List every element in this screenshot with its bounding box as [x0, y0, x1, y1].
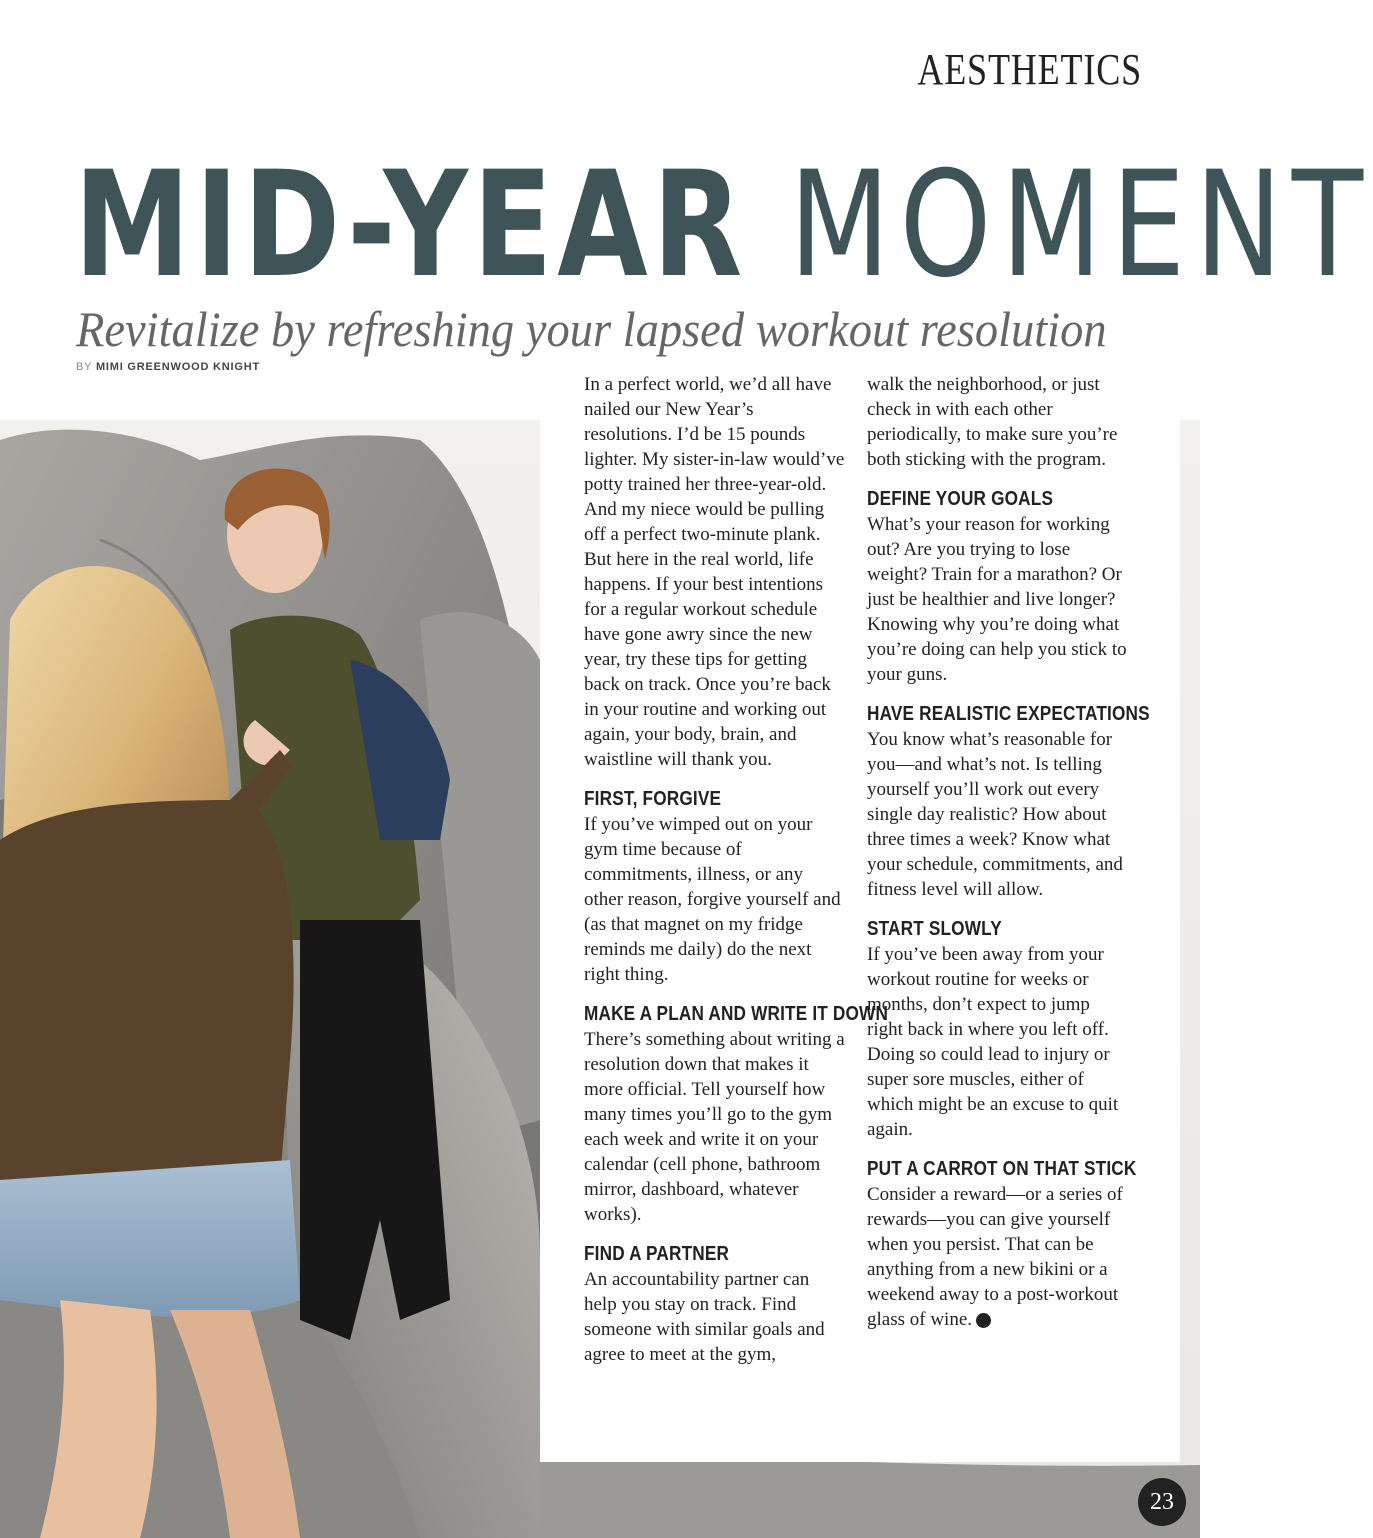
section-text: If you’ve been away from your workout routine for weeks or months, don’t expect to jump right back in where you left off. Doing so could lead to injury or super sore muscles, either of which might be an excuse to quit again. [867, 944, 1119, 1140]
intro-paragraph: In a perfect world, we’d all have nailed our New Year’s resolutions. I’d be 15 pounds lighter. My sister-in-law would’ve potty trained her three-year-old. And my niece would be pulling off a perfect two-minute plank. But here in the real world, life happens. If your best intentions for a regular workout schedule have gone awry since the new year, try these tips for getting back on track. Once you’re back in your routine and working out again, your body, brain, and waistline will thank you. [584, 374, 845, 770]
section-text: An accountability partner can help you stay on track. Find someone with similar goals and agree to meet at the gym, [584, 1269, 825, 1365]
headline-bold: MID-YEAR [74, 140, 748, 310]
section-text: If you’ve wimped out on your gym time because of commitments, illness, or any other reason, forgive yourself and (as that magnet on my fridge reminds me daily) do the next right thing. [584, 814, 841, 985]
section-heading: MAKE A PLAN AND WRITE IT DOWN [584, 1003, 889, 1025]
byline [76, 361, 260, 373]
headline-light: MOMENT [789, 140, 1373, 310]
section-heading: START SLOWLY [867, 918, 1002, 940]
section-text-continued: walk the neighborhood, or just check in with each other periodically, to make sure you’re both sticking with the program. [867, 374, 1118, 470]
end-mark-icon [976, 1313, 991, 1328]
author-name: MIMI GREENWOOD KNIGHT [95, 361, 261, 373]
section-label: AESTHETICS [917, 45, 1142, 94]
section-text: What’s your reason for working out? Are you trying to lose weight? Train for a marathon? Or just be healthier and live longer? Knowing why you’re doing what you’re doing can help you stick to your guns. [867, 514, 1127, 685]
section-text-final [867, 1182, 1129, 1332]
byline-prefix: BY [76, 361, 93, 373]
subtitle: Revitalize by refreshing your lapsed workout resolution [76, 301, 1107, 357]
section-text: You know what’s reasonable for you—and what’s not. Is telling yourself you’ll work out every single day realistic? How about three times a week? Know what your schedule, commitments, and fitness level will allow. [867, 729, 1123, 900]
section-heading: DEFINE YOUR GOALS [867, 488, 1054, 510]
section-heading: FIRST, FORGIVE [584, 788, 722, 810]
section-heading: PUT A CARROT ON THAT STICK [867, 1158, 1137, 1180]
column-2 [867, 372, 1150, 1346]
page-number: 23 [1138, 1478, 1186, 1526]
section-heading: HAVE REALISTIC EXPECTATIONS [867, 703, 1150, 725]
column-1 [584, 372, 889, 1381]
section-heading: FIND A PARTNER [584, 1243, 730, 1265]
section-text: There’s something about writing a resolution down that makes it more official. Tell yourself how many times you’ll go to the gym each week and write it on your calendar (cell phone, bathroom mirror, dashboard, whatever works). [584, 1029, 845, 1225]
final-text: Consider a reward—or a series of rewards—you can give yourself when you persist. That can be anything from a new bikini or a weekend away to a post-workout glass of wine. [867, 1184, 1123, 1330]
headline [74, 140, 1373, 310]
